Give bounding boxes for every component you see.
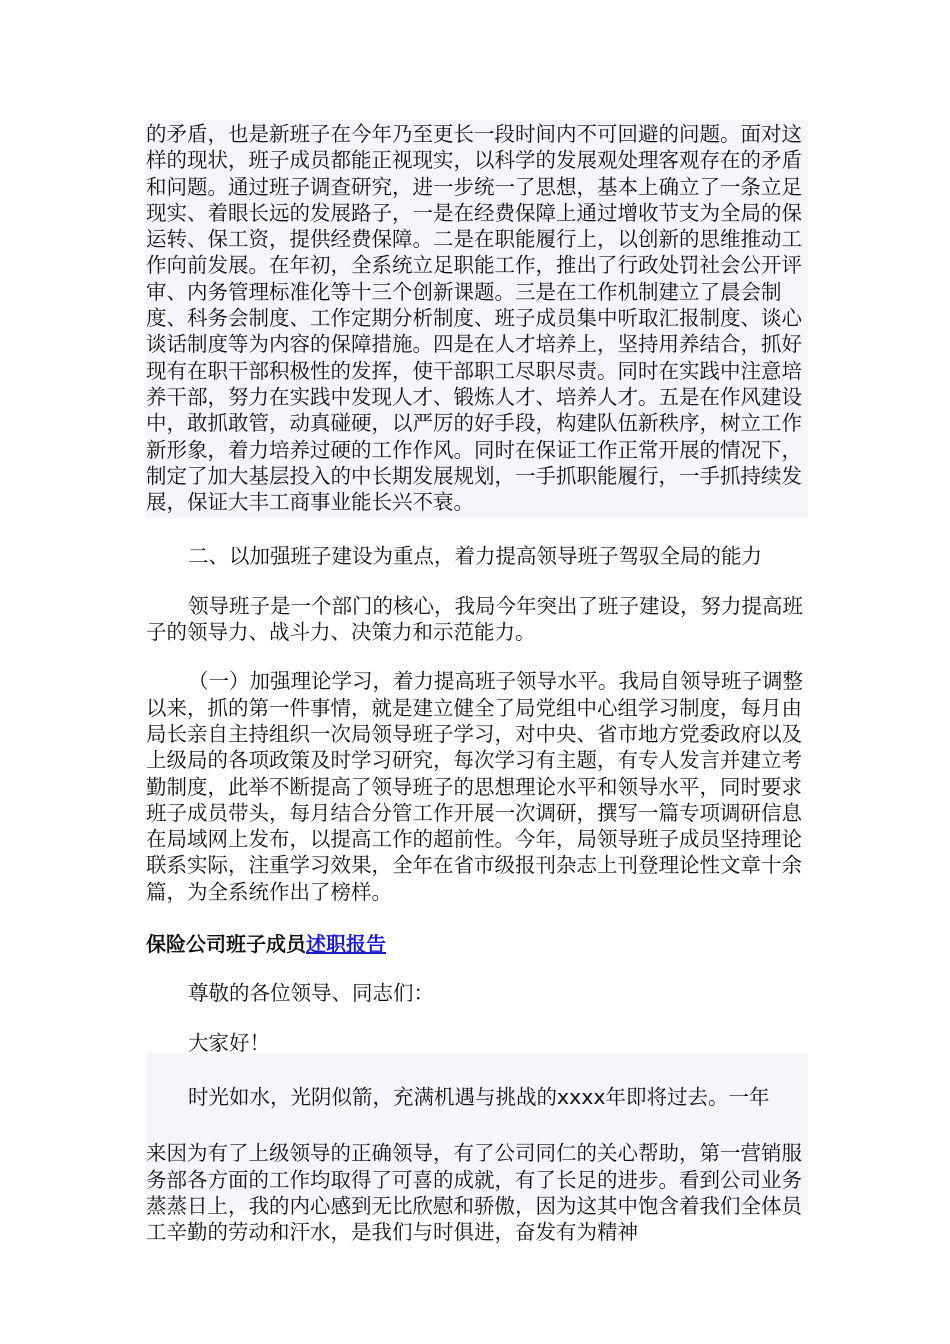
year-placeholder: xxxx xyxy=(557,1084,606,1109)
salutation: 尊敬的各位领导、同志们： xyxy=(188,981,434,1006)
paragraph-opening-line xyxy=(146,1084,796,1110)
opening-text-a: 时光如水，光阴似箭，充满机遇与挑战的 xyxy=(188,1084,557,1109)
section-heading-two: 二、以加强班子建设为重点，着力提高领导班子驾驭全局的能力 xyxy=(188,544,762,569)
paragraph-theory-study: （一）加强理论学习，着力提高班子领导水平。我局自领导班子调整以来，抓的第一件事情，就是建立健全了局党组中心组学习制度，每月由局长亲自主持组织一次局领导班子学习，对中央、省市地方党委政府以及上级局的各项政策及时学习研究，每次学习有主题，有专人发言并建立考勤制度，此举不断提高了领导班子的思想理论水平和领导水平，同时要求班子成员带头，每月结合分管工作开展一次调研，撰写一篇专项调研信息在局域网上发布，以提高工作的超前性。今年，局领导班子成员坚持理论联系实际，注重学习效果，全年在省市级报刊杂志上刊登理论性文章十余篇，为全系统作出了榜样。 xyxy=(146,669,803,904)
opening-text-b: 年即将过去。一年 xyxy=(605,1084,770,1109)
report-title xyxy=(146,931,808,957)
document-body xyxy=(146,121,808,1245)
report-title-prefix: 保险公司班子成员 xyxy=(146,932,306,957)
paragraph-opening-continued: 来因为有了上级领导的正确领导，有了公司同仁的关心帮助，第一营销服务部各方面的工作均取得了可喜的成就，有了长足的进步。看到公司业务蒸蒸日上，我的内心感到无比欣慰和骄傲，因为这其中饱含着我们全体员工辛勤的劳动和汗水，是我们与时俱进，奋发有为精神 xyxy=(146,1141,802,1245)
greeting: 大家好！ xyxy=(188,1030,270,1055)
paragraph-continued: 的矛盾，也是新班子在今年乃至更长一段时间内不可回避的问题。面对这样的现状，班子成员都能正视现实，以科学的发展观处理客观存在的矛盾和问题。通过班子调查研究，进一步统一了思想，基本上确立了一条立足现实、着眼长远的发展路子，一是在经费保障上通过增收节支为全局的保运转、保工资，提供经费保障。二是在职能履行上，以创新的思维推动工作向前发展。在年初，全系统立足职能工作，推出了行政处罚社会公开评审、内务管理标准化等十三个创新课题。三是在工作机制建立了晨会制度、科务会制度、工作定期分析制度、班子成员集中听取汇报制度、谈心谈话制度等为内容的保障措施。四是在人才培养上，坚持用养结合，抓好现有在职干部积极性的发挥，使干部职工尽职尽责。同时在实践中注意培养干部，努力在实践中发现人才、锻炼人才、培养人才。五是在作风建设中，敢抓敢管，动真碰硬，以严厉的好手段，构建队伍新秩序，树立工作新形象，着力培养过硬的工作作风。同时在保证工作正常开展的情况下，制定了加大基层投入的中长期发展规划，一手抓职能履行，一手抓持续发展，保证大丰工商事业能长兴不衰。 xyxy=(146,122,802,515)
report-title-link[interactable]: 述职报告 xyxy=(306,932,386,957)
paragraph-leadership-core: 领导班子是一个部门的核心，我局今年突出了班子建设，努力提高班子的领导力、战斗力、决策力和示范能力。 xyxy=(146,593,803,645)
